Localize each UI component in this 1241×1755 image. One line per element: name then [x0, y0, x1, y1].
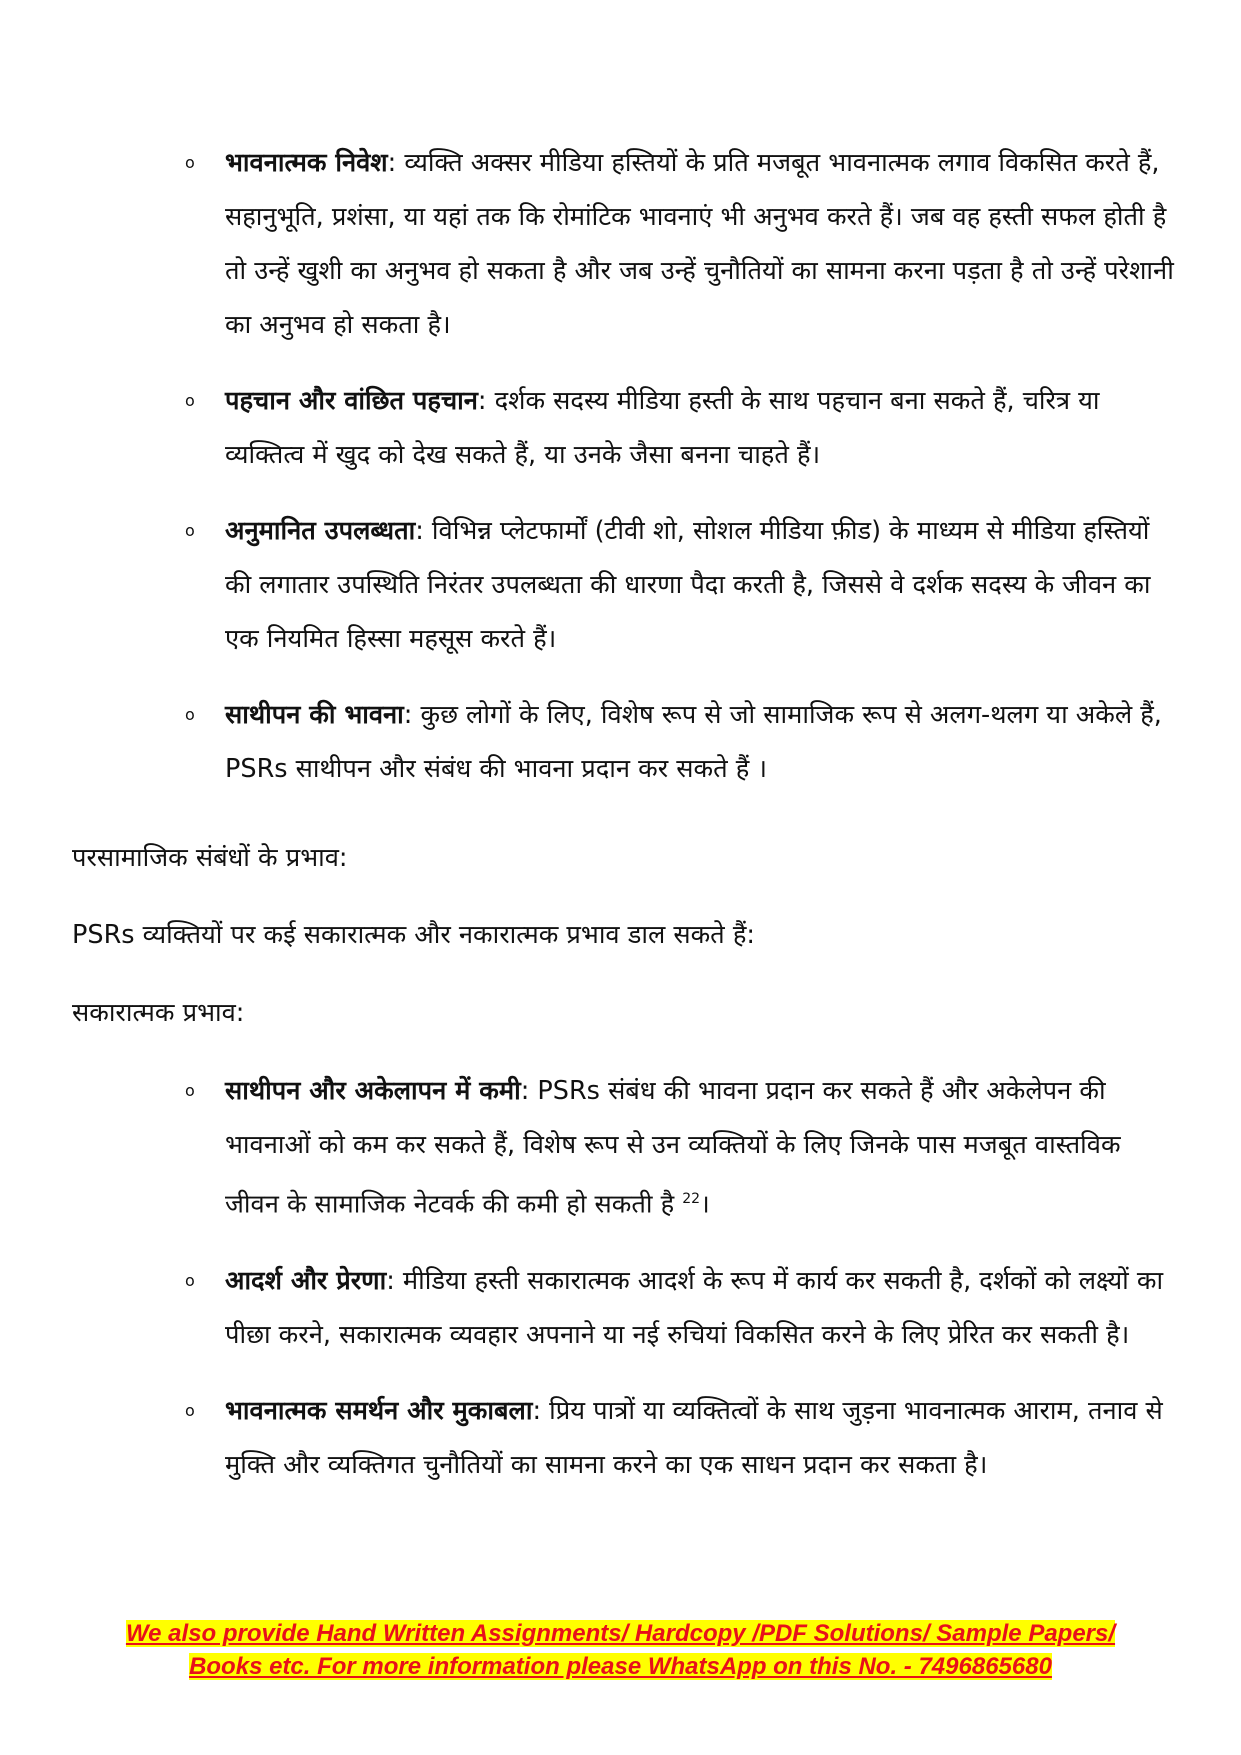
bullet-list-qualities — [185, 136, 1175, 818]
bullet-marker: o — [185, 1270, 195, 1290]
item-term: अनुमानित उपलब्धता — [225, 516, 416, 546]
item-term: साथीपन और अकेलापन में कमी — [225, 1076, 521, 1106]
item-term: आदर्श और प्रेरणा — [225, 1265, 387, 1296]
footer-promo — [60, 1617, 1181, 1683]
item-term: साथीपन की भावना — [225, 700, 404, 730]
intro-paragraph: PSRs व्यक्तियों पर कई सकारात्मक और नकारात्मक प्रभाव डाल सकते हैं: — [72, 920, 755, 950]
list-item — [185, 1064, 1175, 1232]
bullet-marker: o — [185, 153, 195, 172]
list-item — [185, 504, 1175, 666]
item-text: : दर्शक सदस्य मीडिया हस्ती के साथ पहचान बना सकते हैं, चरित्र या व्यक्तित्व में खुद को देख सकते हैं, या उनके जैसा बनना चाहते हैं। — [225, 386, 1100, 470]
item-text: : कुछ लोगों के लिए, विशेष रूप से जो सामाजिक रूप से अलग-थलग या अकेले हैं, PSRs साथीपन और संबंध की भावना प्रदान कर सकते हैं । — [225, 700, 1162, 784]
list-item — [185, 136, 1175, 352]
item-text: : प्रिय पात्रों या व्यक्तित्वों के साथ जुड़ना भावनात्मक आराम, तनाव से मुक्ति और व्यक्तिगत चुनौतियों का सामना करने का एक साधन प्रदान कर सकता है। — [225, 1395, 1163, 1480]
bullet-marker: o — [185, 705, 195, 724]
list-item — [185, 688, 1175, 796]
footnote-ref: 22 — [682, 1191, 701, 1207]
bullet-marker: o — [185, 521, 195, 540]
bullet-marker: o — [185, 1081, 195, 1100]
bullet-marker: o — [185, 391, 195, 410]
bullet-marker: o — [185, 1400, 195, 1420]
item-term: भावनात्मक समर्थन और मुकाबला — [225, 1395, 533, 1426]
item-text: : विभिन्न प्लेटफार्मों (टीवी शो, सोशल मीडिया फ़ीड) के माध्यम से मीडिया हस्तियों की लगातार उपस्थिति निरंतर उपलब्धता की धारणा पैदा करती है, जिससे वे दर्शक सदस्य के जीवन का एक नियमित हिस्सा महसूस करते हैं। — [225, 516, 1151, 654]
bullet-list-positive-effects — [185, 1064, 1175, 1514]
item-text-tail: । — [700, 1189, 710, 1220]
list-item — [185, 1254, 1175, 1362]
item-text: : व्यक्ति अक्सर मीडिया हस्तियों के प्रति मजबूत भावनात्मक लगाव विकसित करते हैं, सहानुभूति, प्रशंसा, या यहां तक कि रोमांटिक भावनाएं भी अनुभव करते हैं। जब वह हस्ती सफल होती है तो उन्हें खुशी का अनुभव हो सकता है और जब उन्हें चुनौतियों का सामना करना पड़ता है तो उन्हें परेशानी का अनुभव हो सकता है। — [225, 148, 1174, 340]
item-term: भावनात्मक निवेश — [225, 148, 388, 178]
footer-line-2: Books etc. For more information please WhatsApp on this No. - 7496865680 — [189, 1653, 1052, 1680]
footer-line-1: We also provide Hand Written Assignments/ Hardcopy /PDF Solutions/ Sample Papers/ — [125, 1620, 1116, 1647]
item-text: : मीडिया हस्ती सकारात्मक आदर्श के रूप में कार्य कर सकती है, दर्शकों को लक्ष्यों का पीछा करने, सकारात्मक व्यवहार अपनाने या नई रुचियां विकसित करने के लिए प्रेरित कर सकती है। — [225, 1265, 1164, 1350]
section-heading-effects: परसामाजिक संबंधों के प्रभाव: — [72, 843, 348, 873]
list-item — [185, 374, 1175, 482]
item-term: पहचान और वांछित पहचान — [225, 386, 478, 416]
section-heading-positive: सकारात्मक प्रभाव: — [72, 998, 245, 1028]
list-item — [185, 1384, 1175, 1492]
item-text: : PSRs संबंध की भावना प्रदान कर सकते हैं और अकेलेपन की भावनाओं को कम कर सकते हैं, विशेष रूप से उन व्यक्तियों के लिए जिनके पास मजबूत वास्तविक जीवन के सामाजिक नेटवर्क की कमी हो सकती है — [225, 1076, 1121, 1220]
